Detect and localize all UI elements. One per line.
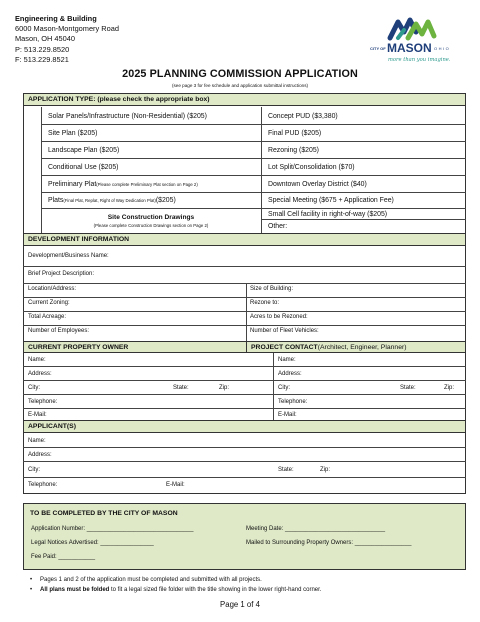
type-label: Final PUD ($205): [268, 129, 322, 137]
type-label: Other:: [268, 222, 288, 230]
total-acreage-field[interactable]: Total Acreage:: [28, 314, 67, 320]
logo-mark-teal: [398, 30, 404, 38]
type-label: Lot Split/Consolidation ($70): [268, 163, 355, 171]
type-fee: ($205): [155, 197, 176, 204]
type-concept-pud[interactable]: [264, 108, 338, 124]
type-label: Rezoning ($205): [268, 146, 319, 154]
type-solar-panels[interactable]: [44, 108, 207, 124]
type-preliminary-plat[interactable]: [44, 176, 198, 192]
type-note: (Please complete Construction Drawings section on Page 2): [93, 223, 209, 228]
contact-email-field[interactable]: E-Mail:: [278, 412, 297, 418]
instruction-item: [30, 575, 321, 585]
type-lot-split[interactable]: [264, 159, 355, 175]
type-label: Conditional Use ($205): [48, 163, 119, 171]
type-label: Plats: [48, 197, 64, 204]
number-employees-field[interactable]: Number of Employees:: [28, 328, 90, 334]
phone-number: P: 513.229.8520: [15, 44, 70, 54]
legal-notices-field[interactable]: Legal Notices Advertised: ________________: [31, 540, 154, 546]
type-small-cell[interactable]: [264, 209, 387, 219]
property-owner-header: CURRENT PROPERTY OWNER: [23, 341, 247, 353]
applicants-header: APPLICANT(S): [23, 420, 466, 433]
meeting-date-field[interactable]: Meeting Date: ______________________________: [246, 526, 386, 532]
contact-zip-field[interactable]: Zip:: [444, 385, 455, 391]
fax-number: F: 513.229.8521: [15, 54, 69, 64]
type-special-meeting[interactable]: [264, 193, 394, 208]
type-label: Landscape Plan ($205): [48, 146, 120, 154]
contact-name-field[interactable]: Name:: [278, 357, 296, 363]
type-label: Solar Panels/Infrastructure (Non-Residential) ($205): [48, 112, 207, 120]
department-name: Engineering & Building: [15, 14, 97, 23]
applicant-zip-field[interactable]: Zip:: [320, 467, 331, 473]
owner-state-field[interactable]: State:: [173, 385, 189, 391]
application-type-header: APPLICATION TYPE: (please check the appropriate box): [23, 93, 466, 106]
type-conditional-use[interactable]: [44, 159, 118, 175]
logo-name: MASON: [387, 41, 432, 55]
street-address: 6000 Mason-Montgomery Road: [15, 24, 119, 34]
city-of-mason-logo: [368, 16, 468, 64]
location-address-field[interactable]: Location/Address:: [28, 286, 77, 292]
development-info-header: DEVELOPMENT INFORMATION: [23, 233, 466, 246]
building-size-field[interactable]: Size of Building:: [250, 286, 294, 292]
type-landscape-plan[interactable]: [44, 142, 119, 158]
fleet-vehicles-field[interactable]: Number of Fleet Vehicles:: [250, 328, 319, 334]
owner-zip-field[interactable]: Zip:: [219, 385, 230, 391]
logo-tagline: more than you imagine.: [388, 57, 451, 63]
project-contact-title: PROJECT CONTACT: [251, 343, 318, 351]
instructions-list: [30, 575, 321, 595]
acres-rezoned-field[interactable]: Acres to be Rezoned:: [250, 314, 308, 320]
current-zoning-field[interactable]: Current Zoning:: [28, 300, 70, 306]
page-subtitle: (see page 3 for fee schedule and application submittal instructions): [171, 83, 309, 88]
owner-address-field[interactable]: Address:: [28, 371, 52, 377]
owner-city-field[interactable]: City:: [28, 385, 40, 391]
page-number: Page 1 of 4: [220, 600, 260, 609]
applicant-name-field[interactable]: Name:: [28, 438, 46, 444]
type-note: (Final Plat, Replat, Right of Way Dedication Plat): [63, 198, 156, 203]
fee-paid-field[interactable]: Fee Paid: ___________: [31, 554, 96, 560]
type-label: Preliminary Plat: [48, 180, 97, 188]
type-label: Special Meeting ($675 + Application Fee): [268, 197, 394, 204]
project-description-field[interactable]: Brief Project Description:: [28, 271, 95, 277]
applicant-telephone-field[interactable]: Telephone:: [28, 482, 58, 488]
type-label: Site Construction Drawings: [107, 214, 195, 221]
development-name-field[interactable]: Development/Business Name:: [28, 253, 109, 259]
applicant-email-field[interactable]: E-Mail:: [166, 482, 185, 488]
type-site-construction-drawings[interactable]: [41, 209, 261, 233]
city-use-header: TO BE COMPLETED BY THE CITY OF MASON: [30, 510, 178, 517]
type-other[interactable]: [264, 220, 287, 232]
project-contact-note: (Architect, Engineer, Planner): [317, 343, 407, 351]
city-use-box: [23, 503, 466, 570]
contact-state-field[interactable]: State:: [400, 385, 416, 391]
instruction-item: [30, 585, 321, 595]
mailed-owners-field[interactable]: Mailed to Surrounding Property Owners: _________________: [246, 540, 412, 546]
contact-address-field[interactable]: Address:: [278, 371, 302, 377]
type-label: Downtown Overlay District ($40): [268, 180, 367, 188]
type-rezoning[interactable]: [264, 142, 319, 158]
application-number-field[interactable]: Application Number: ________________________________: [31, 526, 194, 532]
department-address: [15, 14, 119, 65]
applicant-city-field[interactable]: City:: [28, 467, 40, 473]
rezone-to-field[interactable]: Rezone to:: [250, 300, 280, 306]
contact-city-field[interactable]: City:: [278, 385, 290, 391]
contact-telephone-field[interactable]: Telephone:: [278, 399, 308, 405]
type-downtown-overlay[interactable]: [264, 176, 367, 192]
city-state-zip: Mason, OH 45040: [15, 34, 75, 44]
instruction-text: Pages 1 and 2 of the application must be completed and submitted with all projects.: [40, 577, 262, 583]
logo-city-of: CITY OF: [370, 46, 386, 51]
type-label: Small Cell facility in right-of-way ($205): [268, 210, 388, 218]
owner-email-field[interactable]: E-Mail:: [28, 412, 47, 418]
type-label: Site Plan ($205): [48, 129, 98, 137]
type-final-pud[interactable]: [264, 125, 321, 141]
owner-telephone-field[interactable]: Telephone:: [28, 399, 58, 405]
type-label: Concept PUD ($3,380): [268, 112, 338, 120]
applicant-address-field[interactable]: Address:: [28, 452, 52, 458]
instruction-emphasis: All plans must be folded: [40, 587, 110, 593]
owner-name-field[interactable]: Name:: [28, 357, 46, 363]
instruction-text: to fit a legal sized file folder with the title showing in the lower right-hand corner.: [109, 587, 322, 593]
project-contact-header: [246, 341, 466, 353]
page-title: 2025 PLANNING COMMISSION APPLICATION: [122, 68, 358, 80]
type-plats[interactable]: [44, 193, 176, 208]
type-note: (Please complete Preliminary Plat section on Page 2): [96, 181, 198, 187]
type-site-plan[interactable]: [44, 125, 97, 141]
logo-state: OHIO: [434, 46, 451, 51]
applicant-state-field[interactable]: State:: [278, 467, 294, 473]
